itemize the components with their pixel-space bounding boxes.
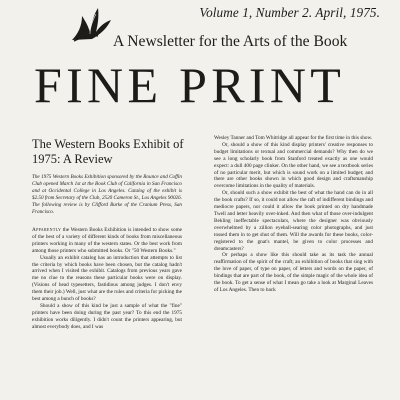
paragraph: Or perhaps a show like this should take as its task the annual reaffirmation of the spirit of the craft; an exhibition of books that sing with the love of paper, of type on paper, of letters and words on the paper, of bindings that are part of the book, of the simple magic of the whole idea of the book. To get a sense of what I mean go take a look at Marginal Leaves of Los Angeles. Then to back <box>214 252 373 293</box>
lead-word: Apparently <box>32 227 62 233</box>
article-intro: The 1975 Western Books Exhibition sponsored by the Rounce and Coffin Club opened March 1st at the Book Club of California in San Francisco and at Occidental College in Los Angeles. Catalog of the exhibit is $2.50 from Secretary of the Club, 2520 Cameron St., Los Angeles 90026. The following review is by Clifford Burke of the Cranium Press, San Francisco. <box>32 174 182 215</box>
article-title: The Western Books Exhibit of 1975: A Review <box>32 137 184 166</box>
fleuron-leaf-icon <box>68 4 114 42</box>
masthead-title: FINE PRINT <box>34 57 346 113</box>
paragraph: Apparently the Western Books Exhibition is intended to show some of the best of a variety of different kinds of books from miscellaneous printers working in many of the western states. Or the best work from among those printers who submitted books. Or "50 Western Books." <box>32 227 182 254</box>
volume-issue-line: Volume 1, Number 2. April, 1975. <box>199 5 380 20</box>
paragraph: Usually an exhibit catalog has an introduction that attempts to list the criteria by which books have been chosen, but the catalog hadn't arrived when I visited the exhibit. Catalogs from previous years gave me no clue to the reasons these particular books were on display. (Visions of head typesetters, fastidious among judges. I don't envy them their job.) Well, just what are the rules and criteria for picking the best among a bunch of books? <box>32 254 182 303</box>
paragraph: Or, should a show of this kind display printers' creative responses to budget limitations or textual and commercial demands? Why then do we see a long scholarly book from Stanford treated exactly as one would expect: a dull 400 page clinker. On the other hand, we see a textbook series of no particular merit, but which is sound work on a limited budget; and there are other books shown in which good design and craftsmanship overcome limitations in the quality of materials. <box>214 141 373 190</box>
newsletter-subtitle: A Newsletter for the Arts of the Book <box>113 33 348 50</box>
article-body-left-column <box>32 227 182 331</box>
paragraph: Or, should such a show exhibit the best of what the hand can do in all the book crafts? If so, it could not allow the raft of indifferent bindings and mediocre papers, nor could it allow the book printed on dry handmade Twell and letter heavily over-inked. And then what of those over-indulgent Bekling ineffectable spectaculars, where the designer was obviously overwhelmed by a zillion eyeball-searing color photographs, and just tossed them in to get shut of them. Will the awards for these books, color-registered to the gnat's mantel, be given to color processes and dreamcasters? <box>214 190 373 252</box>
article-body-right-column <box>214 135 373 294</box>
paragraph: Should a show of this kind be just a sample of what the "fine" printers have been doing during the past year? To this end the 1975 exhibition works diligently. I didn't count the printers appearing, but almost everybody does, and I was <box>32 302 182 330</box>
paragraph: Wesley Tanner and Tom Whitridge all appear for the first time in this show. <box>214 135 373 141</box>
